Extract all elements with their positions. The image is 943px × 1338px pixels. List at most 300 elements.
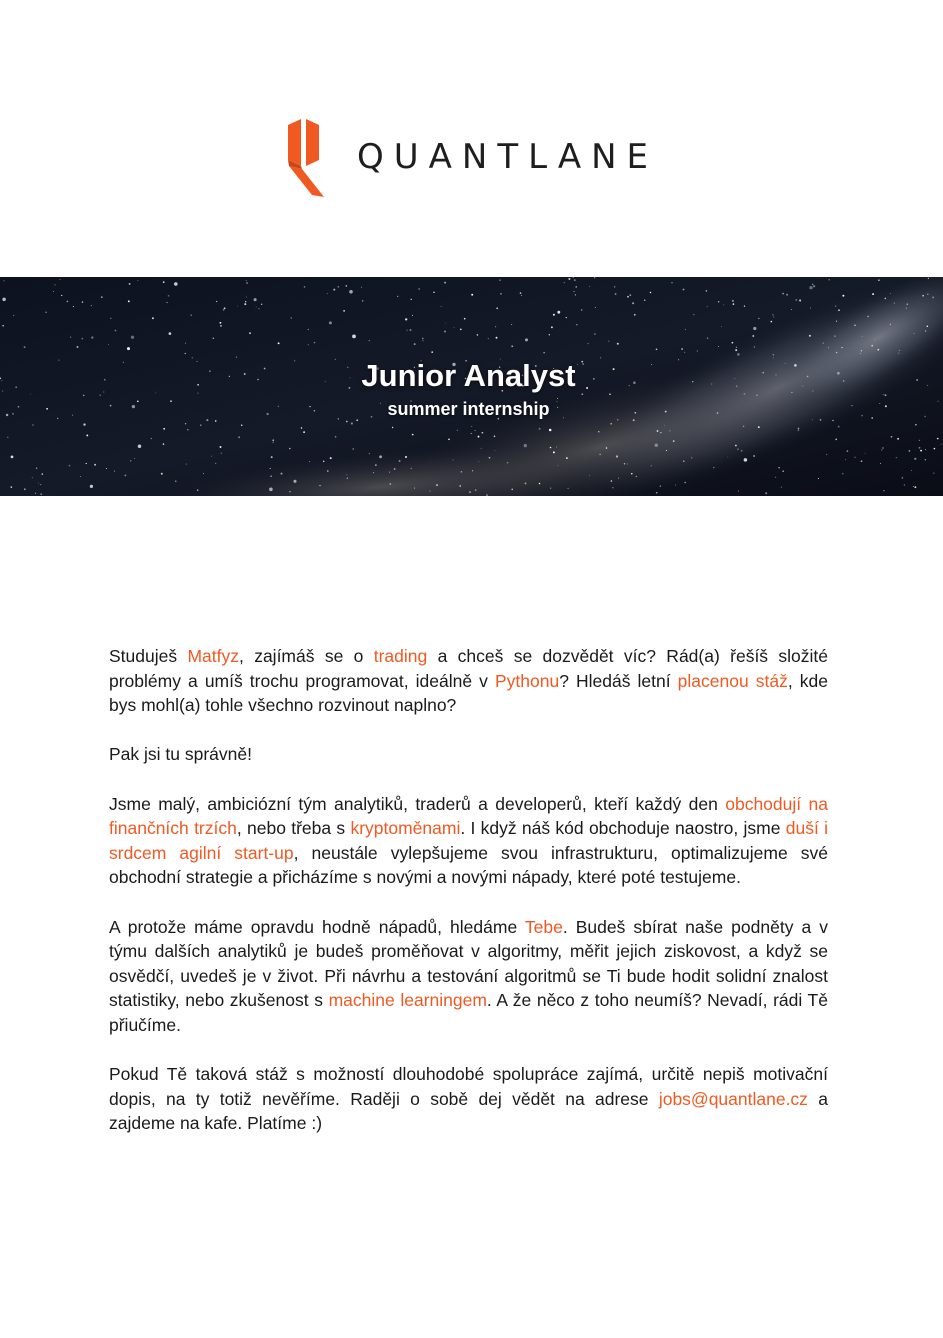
star xyxy=(575,294,576,295)
star xyxy=(664,425,665,426)
star xyxy=(261,304,262,305)
star xyxy=(624,463,625,464)
star xyxy=(919,440,920,441)
star xyxy=(494,435,496,437)
star xyxy=(914,486,916,488)
star xyxy=(660,432,661,433)
star xyxy=(82,301,83,302)
star xyxy=(902,477,904,479)
star xyxy=(875,339,876,340)
star xyxy=(549,334,550,335)
star xyxy=(539,428,541,430)
star xyxy=(482,432,484,434)
star xyxy=(736,347,737,348)
star xyxy=(272,441,273,442)
star xyxy=(475,430,476,431)
star xyxy=(865,453,866,454)
star xyxy=(782,293,784,295)
star xyxy=(73,306,74,307)
star xyxy=(525,482,527,484)
star xyxy=(732,300,734,302)
star xyxy=(550,447,552,449)
star xyxy=(890,324,891,325)
star xyxy=(566,457,568,459)
star xyxy=(938,401,939,402)
star xyxy=(152,317,154,319)
star xyxy=(881,449,882,450)
star xyxy=(352,335,356,339)
star xyxy=(550,488,551,489)
star xyxy=(444,331,446,333)
star xyxy=(221,453,222,454)
quantlane-logo-icon xyxy=(279,116,329,200)
star xyxy=(631,473,632,474)
star xyxy=(836,321,837,322)
star xyxy=(175,481,176,482)
star xyxy=(551,326,553,328)
star xyxy=(11,486,13,488)
star xyxy=(898,353,899,354)
highlight-paid-internship: placenou stáž xyxy=(677,670,788,691)
star xyxy=(771,321,773,323)
star xyxy=(862,336,863,337)
star xyxy=(351,422,353,424)
star xyxy=(375,464,376,465)
star xyxy=(754,346,755,347)
star xyxy=(213,337,215,339)
star xyxy=(765,492,767,494)
star xyxy=(920,450,922,452)
star xyxy=(877,349,879,351)
star xyxy=(471,426,472,427)
star xyxy=(906,308,907,309)
star xyxy=(36,468,37,469)
star xyxy=(721,326,722,327)
star xyxy=(894,303,895,304)
star xyxy=(60,279,61,280)
star xyxy=(564,282,565,283)
star xyxy=(786,294,788,296)
star xyxy=(457,430,458,431)
star xyxy=(137,280,138,281)
star xyxy=(758,318,759,319)
star xyxy=(795,299,797,301)
star xyxy=(610,423,612,425)
star xyxy=(224,307,226,309)
star xyxy=(361,287,362,288)
star xyxy=(891,436,893,438)
star xyxy=(55,284,56,285)
star xyxy=(477,334,478,335)
star xyxy=(436,484,438,486)
star xyxy=(335,436,337,438)
star xyxy=(127,347,130,350)
star xyxy=(110,318,111,319)
star xyxy=(90,485,93,488)
star xyxy=(108,344,109,345)
star xyxy=(899,350,900,351)
star xyxy=(798,428,800,430)
star xyxy=(919,447,921,449)
star xyxy=(627,296,629,298)
star xyxy=(575,286,577,288)
star xyxy=(394,468,396,470)
star xyxy=(828,279,830,281)
star xyxy=(809,335,811,337)
star xyxy=(656,348,658,350)
star xyxy=(718,301,720,303)
star xyxy=(471,294,473,296)
star xyxy=(453,460,454,461)
star xyxy=(459,485,460,486)
star xyxy=(511,345,513,347)
star xyxy=(69,465,71,467)
star xyxy=(860,353,861,354)
email-link[interactable]: jobs@quantlane.cz xyxy=(658,1088,808,1109)
star xyxy=(163,443,164,444)
star xyxy=(475,489,477,491)
star xyxy=(42,473,43,474)
star xyxy=(77,346,79,348)
star xyxy=(835,439,837,441)
star xyxy=(706,290,708,292)
star xyxy=(799,300,801,302)
star xyxy=(707,337,709,339)
star xyxy=(669,430,670,431)
paragraph-right-place: Pak jsi tu správně! xyxy=(109,744,252,765)
star xyxy=(138,445,142,449)
star xyxy=(220,325,222,327)
star xyxy=(45,312,46,313)
star xyxy=(733,303,735,305)
star xyxy=(927,294,928,295)
star xyxy=(369,453,370,454)
star xyxy=(615,293,617,295)
star xyxy=(304,286,306,288)
star xyxy=(308,329,309,330)
star xyxy=(666,450,667,451)
paragraph-ideas: A protože máme opravdu hodně nápadů, hledáme Tebe. Budeš sbírat naše podněty a v týmu dalších analytiků je budeš proměňovat v algoritmy, měřit jejich ziskovost, a když se osvědčí, uvedeš je v život. Při návrhu a testování algoritmů se Ti bude hodit solidní znalost statistiky, nebo zkušenost s machine learningem. A že něco z toho neumíš? Nevadí, rádi Tě přiučíme. xyxy=(109,916,828,1035)
star xyxy=(904,484,905,485)
star xyxy=(925,449,926,450)
star xyxy=(203,473,204,474)
star xyxy=(861,460,863,462)
star xyxy=(707,306,708,307)
job-subtitle: summer internship xyxy=(387,399,550,419)
star xyxy=(836,352,838,354)
star xyxy=(737,353,740,356)
star xyxy=(35,493,36,494)
star xyxy=(489,457,491,459)
star xyxy=(293,480,296,483)
star xyxy=(684,482,686,484)
star xyxy=(345,285,347,287)
star xyxy=(129,283,131,285)
star xyxy=(163,428,165,430)
star xyxy=(347,478,348,479)
star xyxy=(683,289,685,291)
star xyxy=(362,300,363,301)
star xyxy=(842,295,844,297)
star xyxy=(885,298,887,300)
star xyxy=(197,489,199,491)
star xyxy=(414,488,415,489)
star xyxy=(187,429,189,431)
star xyxy=(99,394,100,395)
star xyxy=(932,296,934,298)
star xyxy=(520,292,522,294)
star xyxy=(941,444,942,445)
star xyxy=(925,459,926,460)
star xyxy=(169,332,172,335)
star xyxy=(557,311,560,314)
star xyxy=(744,458,748,462)
star xyxy=(460,328,462,330)
star xyxy=(675,485,676,486)
star xyxy=(753,455,755,457)
highlight-python: Pythonu xyxy=(494,670,560,691)
star xyxy=(543,352,544,353)
star xyxy=(289,448,291,450)
star xyxy=(254,298,257,301)
star xyxy=(13,315,14,316)
star xyxy=(24,488,26,490)
star xyxy=(7,437,8,438)
star xyxy=(185,423,186,424)
star xyxy=(927,326,929,328)
highlight-financial-markets: obchodují na finančních trzích xyxy=(109,793,828,839)
star xyxy=(758,426,760,428)
star xyxy=(471,433,472,434)
star xyxy=(581,309,583,311)
star xyxy=(373,472,374,473)
star xyxy=(244,303,246,305)
star xyxy=(215,420,217,422)
star xyxy=(656,492,658,494)
star xyxy=(845,459,846,460)
star xyxy=(499,279,500,280)
star xyxy=(524,444,527,447)
star xyxy=(271,456,273,458)
star xyxy=(389,483,391,485)
star xyxy=(86,463,87,464)
star xyxy=(481,448,482,449)
star xyxy=(237,306,238,307)
star xyxy=(414,343,416,345)
star xyxy=(657,430,659,432)
star xyxy=(488,338,489,339)
star xyxy=(735,445,737,447)
logo-wordmark: QUANTLANE xyxy=(357,137,659,177)
header-logo xyxy=(0,116,943,200)
star xyxy=(511,489,512,490)
highlight-trading: trading xyxy=(373,646,428,666)
job-description xyxy=(109,644,828,1160)
star xyxy=(718,346,719,347)
star xyxy=(70,337,71,338)
star xyxy=(464,318,466,320)
star xyxy=(211,456,212,457)
star xyxy=(616,455,618,457)
star xyxy=(269,487,273,491)
star xyxy=(270,468,271,469)
star xyxy=(2,298,5,301)
star xyxy=(838,309,840,311)
star xyxy=(594,333,596,335)
star xyxy=(278,342,280,344)
star xyxy=(327,293,328,294)
star xyxy=(521,295,522,296)
star xyxy=(553,314,555,316)
star xyxy=(608,341,609,342)
star xyxy=(258,308,259,309)
star xyxy=(752,335,754,337)
star xyxy=(809,286,812,289)
star xyxy=(595,307,596,308)
star xyxy=(617,343,619,345)
star xyxy=(134,458,135,459)
star xyxy=(32,424,33,425)
star xyxy=(215,463,216,464)
star xyxy=(549,429,552,432)
star xyxy=(166,302,167,303)
star xyxy=(741,450,743,452)
star xyxy=(882,447,884,449)
star xyxy=(861,350,862,351)
star xyxy=(781,487,782,488)
star xyxy=(496,337,498,339)
paragraph-intro: Studuješ Matfyz, zajímáš se o trading a chceš se dozvědět víc? Rád(a) řešíš složité problémy a umíš trochu programovat, ideálně v Pythonu? Hledáš letní placenou stáž, kde bys mohl(a) tohle všechno rozvinout naplno? xyxy=(109,646,828,716)
star xyxy=(399,460,401,462)
star xyxy=(151,438,152,439)
star xyxy=(681,348,683,350)
star xyxy=(405,318,407,320)
star xyxy=(629,294,631,296)
star xyxy=(599,454,600,455)
star xyxy=(832,420,833,421)
star xyxy=(775,477,776,478)
star xyxy=(256,306,257,307)
star xyxy=(86,434,88,436)
star xyxy=(168,295,170,297)
star xyxy=(423,340,424,341)
star xyxy=(744,305,745,306)
star xyxy=(200,425,201,426)
star xyxy=(349,290,353,294)
star xyxy=(906,303,908,305)
star xyxy=(161,473,163,475)
star xyxy=(191,315,192,316)
star xyxy=(131,336,134,339)
star xyxy=(101,296,103,298)
highlight-machine-learning: machine learningem xyxy=(328,990,487,1011)
star xyxy=(495,326,496,327)
paragraph-contact: Pokud Tě taková stáž s možností dlouhodobé spolupráce zajímá, určitě nepiš motivační dopis, na ty totiž nevěříme. Raději o sobě dej vědět na adrese jobs@quantlane.cz a zajdeme na kafe. Platíme :) xyxy=(109,1064,828,1134)
star xyxy=(685,329,686,330)
star xyxy=(691,457,692,458)
star xyxy=(486,494,487,495)
star xyxy=(352,448,353,449)
star xyxy=(812,284,813,285)
star xyxy=(511,324,512,325)
star xyxy=(272,439,273,440)
star xyxy=(684,352,685,353)
star xyxy=(660,485,661,486)
star xyxy=(245,301,246,302)
star xyxy=(444,282,446,284)
star xyxy=(289,491,290,492)
star xyxy=(185,343,186,344)
star xyxy=(890,293,891,294)
highlight-you: Tebe xyxy=(524,916,563,937)
star xyxy=(576,324,577,325)
star xyxy=(185,353,186,354)
star xyxy=(826,454,827,455)
star xyxy=(429,491,430,492)
star xyxy=(433,292,435,294)
star xyxy=(91,336,93,338)
star xyxy=(735,349,737,351)
star xyxy=(130,460,131,461)
star xyxy=(589,475,590,476)
star xyxy=(834,335,835,336)
star xyxy=(854,457,855,458)
star xyxy=(219,322,221,324)
star xyxy=(290,317,291,318)
star xyxy=(241,424,242,425)
star xyxy=(80,476,81,477)
star xyxy=(496,307,498,309)
star xyxy=(494,450,495,451)
star xyxy=(885,394,887,396)
star xyxy=(798,430,800,432)
star xyxy=(880,463,881,464)
star xyxy=(454,327,455,328)
star xyxy=(91,305,92,306)
star xyxy=(838,426,840,428)
star xyxy=(327,470,329,472)
star xyxy=(737,449,738,450)
star xyxy=(743,426,744,427)
star xyxy=(598,431,599,432)
star xyxy=(53,291,54,292)
star xyxy=(478,461,479,462)
star xyxy=(249,332,251,334)
star xyxy=(418,288,419,289)
star xyxy=(407,330,408,331)
star xyxy=(323,461,324,462)
star xyxy=(106,468,107,469)
star xyxy=(441,306,442,307)
star xyxy=(472,470,473,471)
star xyxy=(301,427,302,428)
star xyxy=(38,483,39,484)
star xyxy=(778,467,779,468)
star xyxy=(644,299,645,300)
star xyxy=(867,316,868,317)
star xyxy=(115,330,117,332)
star xyxy=(791,309,792,310)
star xyxy=(588,343,589,344)
star xyxy=(883,394,884,395)
star xyxy=(346,421,348,423)
star xyxy=(723,304,724,305)
highlight-crypto: kryptoměnami xyxy=(350,818,461,839)
star xyxy=(567,488,568,489)
highlight-agile-startup: duší i srdcem agilní start-up xyxy=(109,818,829,863)
star xyxy=(281,473,283,475)
star xyxy=(114,471,115,472)
